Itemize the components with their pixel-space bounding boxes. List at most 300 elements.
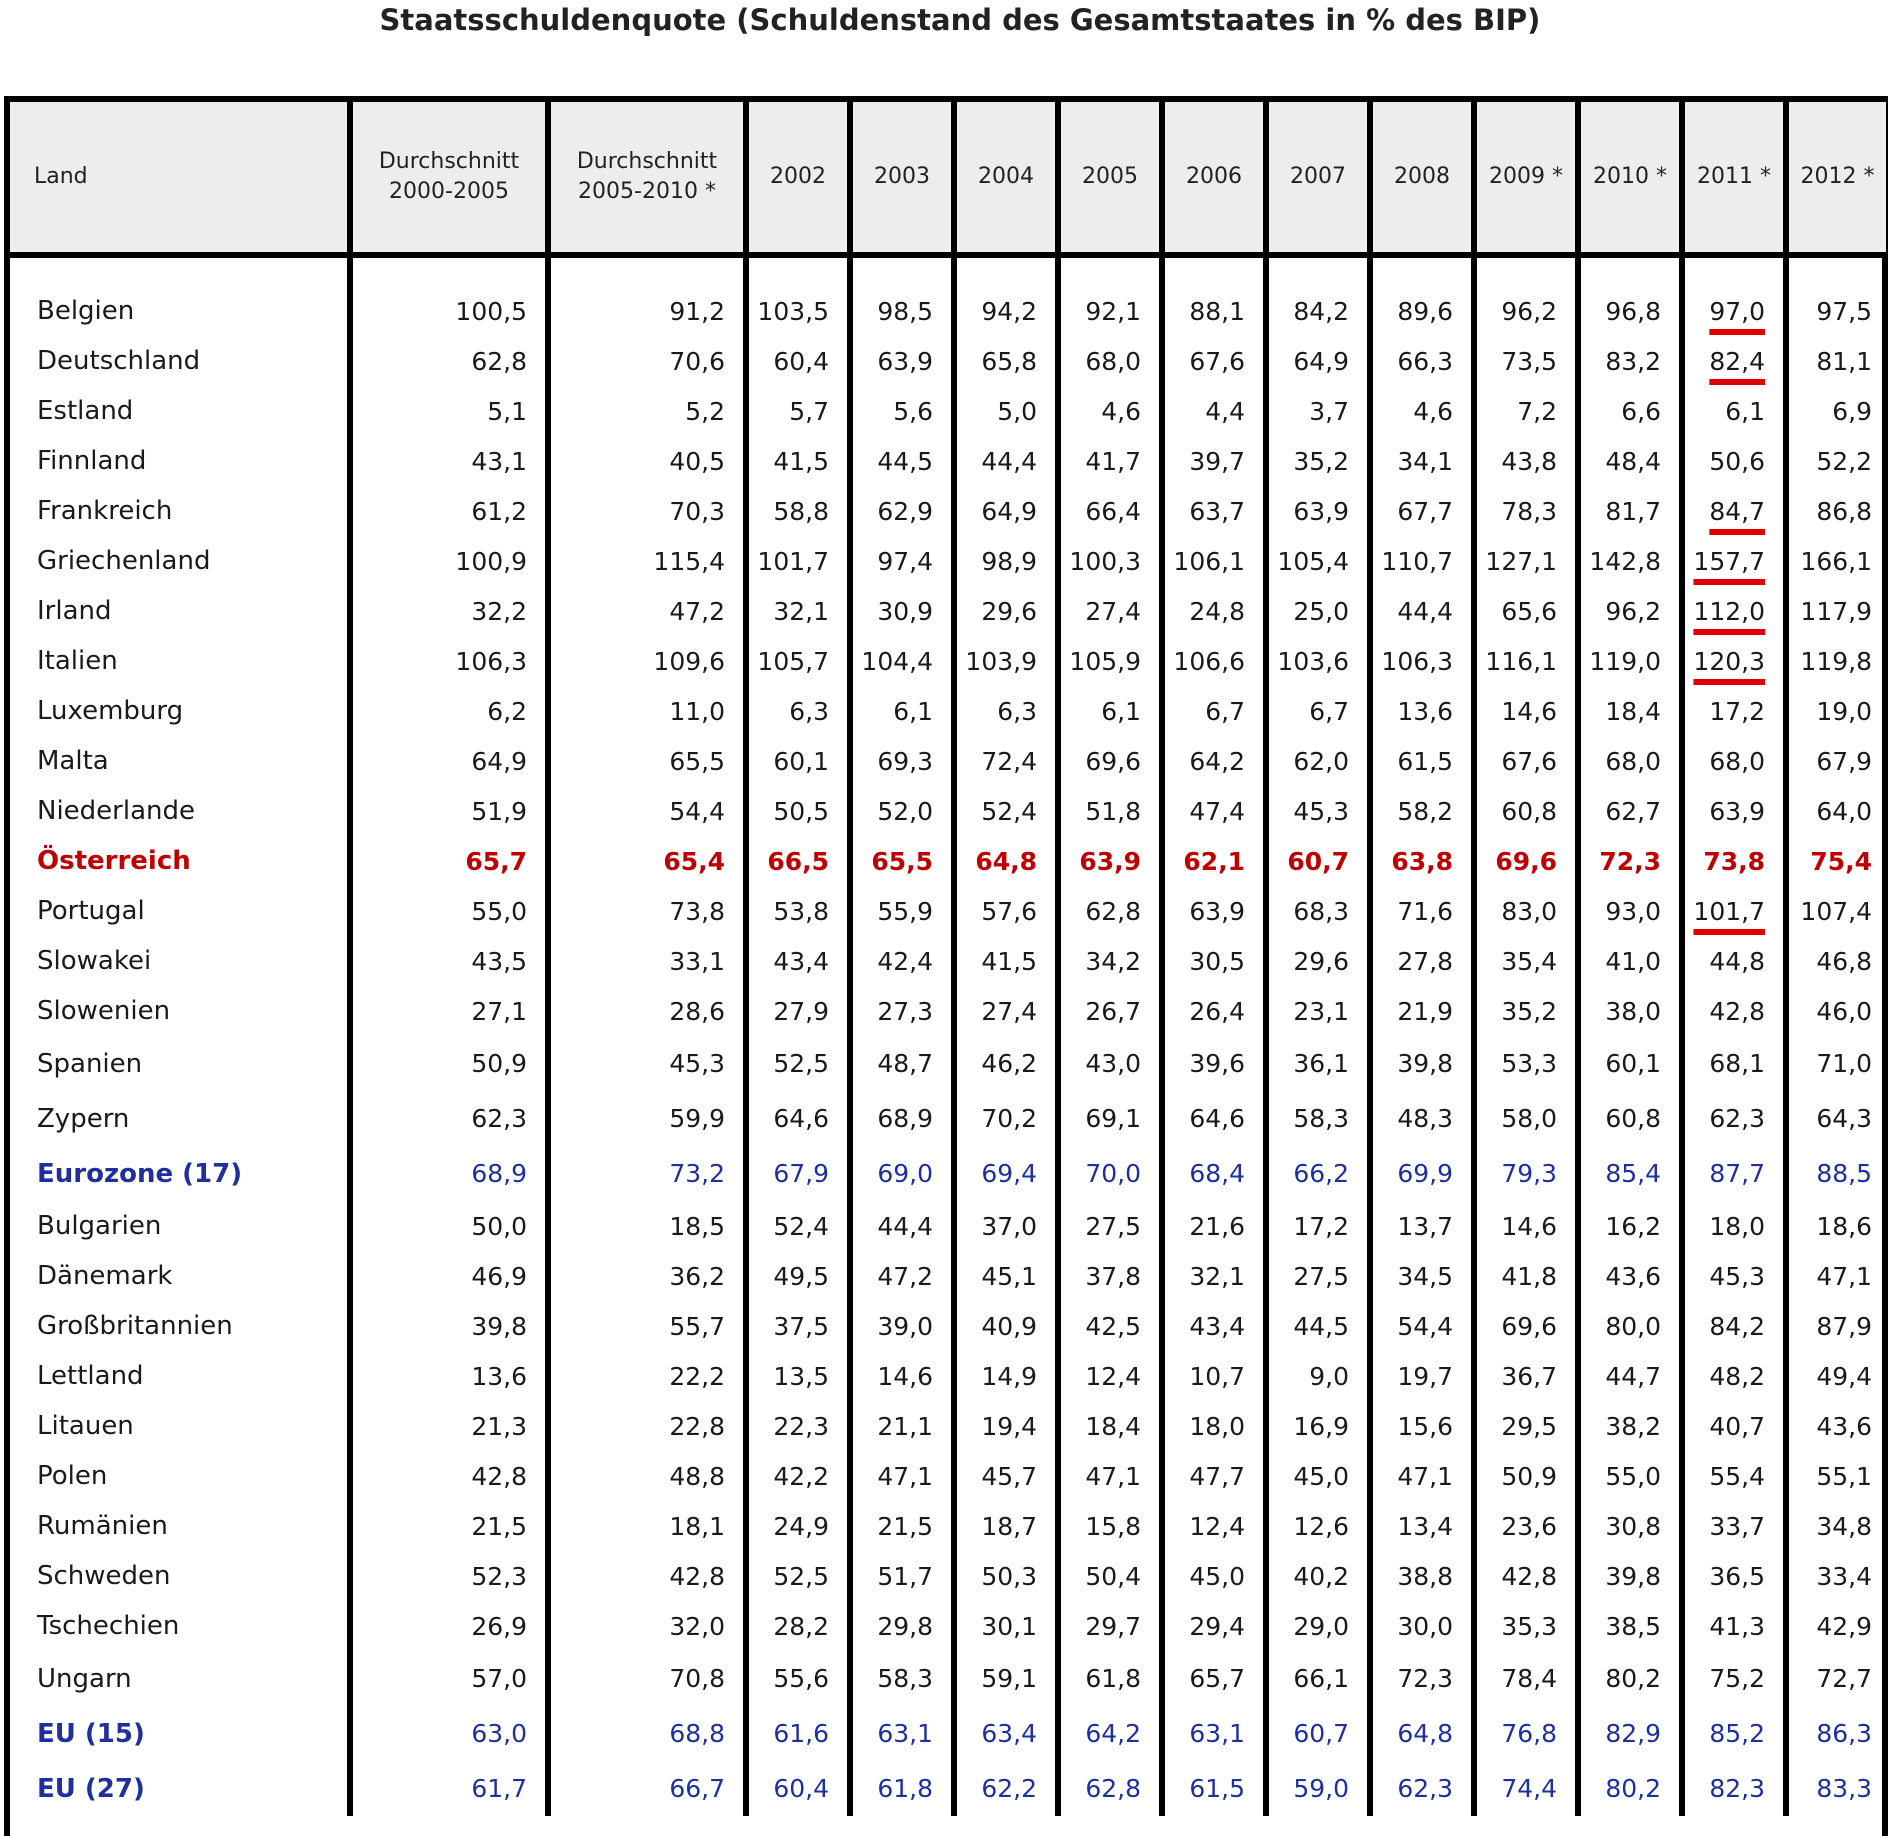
- value-cell: 61,6: [746, 1706, 850, 1761]
- value-cell: 41,5: [746, 436, 850, 486]
- table-row: [10, 736, 1886, 786]
- value-cell: 63,9: [1266, 486, 1370, 536]
- value-cell: 27,3: [850, 986, 954, 1036]
- value-cell: 86,8: [1816, 496, 1872, 526]
- debt-ratio-table: [10, 102, 1886, 1816]
- value-cell: 30,5: [1162, 936, 1266, 986]
- value-cell: 6,1: [850, 686, 954, 736]
- value-cell: 119,0: [1578, 636, 1682, 686]
- value-cell: 66,2: [1266, 1146, 1370, 1201]
- value-cell: 47,7: [1162, 1451, 1266, 1501]
- value-cell: 74,4: [1474, 1761, 1578, 1816]
- value-cell: 26,7: [1058, 986, 1162, 1036]
- value-cell: 69,9: [1370, 1146, 1474, 1201]
- value-cell: 68,4: [1162, 1146, 1266, 1201]
- value-cell: 44,5: [1266, 1301, 1370, 1351]
- value-cell: 58,8: [746, 486, 850, 536]
- value-cell: 18,4: [1578, 686, 1682, 736]
- value-cell: 9,0: [1266, 1351, 1370, 1401]
- value-cell: 105,9: [1058, 636, 1162, 686]
- value-cell: 29,0: [1266, 1601, 1370, 1651]
- value-cell: 18,5: [548, 1201, 746, 1251]
- value-cell: 45,1: [954, 1251, 1058, 1301]
- value-cell: 103,9: [954, 636, 1058, 686]
- value-cell: 62,8: [1058, 1761, 1162, 1816]
- value-cell: 18,0: [1682, 1201, 1786, 1251]
- value-cell: 44,4: [850, 1201, 954, 1251]
- value-cell: 65,5: [548, 736, 746, 786]
- header-avg2-line1: Durchschnitt: [576, 149, 718, 174]
- value-cell: 33,4: [1816, 1561, 1872, 1591]
- value-cell: 110,7: [1370, 536, 1474, 586]
- value-cell: 78,3: [1474, 486, 1578, 536]
- value-cell: 58,2: [1370, 786, 1474, 836]
- header-year: 2008: [1370, 102, 1474, 255]
- value-cell: 66,1: [1266, 1651, 1370, 1706]
- value-cell: 101,7: [746, 536, 850, 586]
- value-cell: 37,8: [1058, 1251, 1162, 1301]
- value-cell: 59,9: [548, 1091, 746, 1146]
- value-cell: 80,2: [1578, 1761, 1682, 1816]
- value-cell: 13,4: [1370, 1501, 1474, 1551]
- value-cell: [1682, 286, 1786, 336]
- value-cell: 97,4: [850, 536, 954, 586]
- table-row: [10, 936, 1886, 986]
- value-cell: [1682, 336, 1786, 386]
- value-cell: 17,2: [1266, 1201, 1370, 1251]
- value-cell: 63,9: [1162, 886, 1266, 936]
- value-cell: 27,8: [1370, 936, 1474, 986]
- value-cell: 22,2: [548, 1351, 746, 1401]
- value-cell: 30,0: [1370, 1601, 1474, 1651]
- table-body: [10, 255, 1886, 1816]
- value-cell: 21,3: [350, 1401, 548, 1451]
- table-row: [10, 336, 1886, 386]
- value-cell: 35,4: [1474, 936, 1578, 986]
- value-cell: 29,7: [1058, 1601, 1162, 1651]
- value-cell: 55,7: [548, 1301, 746, 1351]
- table-row: [10, 1501, 1886, 1551]
- value-cell: 93,0: [1578, 886, 1682, 936]
- value-cell: 13,6: [1370, 686, 1474, 736]
- value-cell: 41,5: [954, 936, 1058, 986]
- value-cell: 63,1: [1162, 1706, 1266, 1761]
- value-cell: 45,3: [548, 1036, 746, 1091]
- value-cell: 42,8: [350, 1451, 548, 1501]
- value-cell: 43,4: [746, 936, 850, 986]
- value-cell: 59,1: [954, 1651, 1058, 1706]
- value-cell: 68,8: [548, 1706, 746, 1761]
- table-row: [10, 1451, 1886, 1501]
- value-cell: 32,1: [746, 586, 850, 636]
- value-cell: 107,4: [1800, 896, 1872, 926]
- debt-table-frame: [4, 96, 1888, 1836]
- value-cell: 13,6: [350, 1351, 548, 1401]
- value-cell: 24,9: [746, 1501, 850, 1551]
- value-cell: 43,8: [1474, 436, 1578, 486]
- value-cell: 23,6: [1474, 1501, 1578, 1551]
- value-cell: 61,5: [1162, 1761, 1266, 1816]
- table-row: [10, 1706, 1886, 1761]
- value-cell: 40,9: [954, 1301, 1058, 1351]
- value-cell: 5,1: [350, 386, 548, 436]
- value-cell: 62,7: [1578, 786, 1682, 836]
- value-cell: 92,1: [1058, 286, 1162, 336]
- value-cell: 36,7: [1474, 1351, 1578, 1401]
- value-cell: 96,2: [1578, 586, 1682, 636]
- value-cell: 76,8: [1474, 1706, 1578, 1761]
- country-cell: EU (27): [10, 1761, 350, 1816]
- value-cell: 39,8: [1370, 1036, 1474, 1091]
- table-row: [10, 586, 1886, 636]
- value-cell: 42,4: [850, 936, 954, 986]
- value-cell: 34,5: [1370, 1251, 1474, 1301]
- value-cell: 6,1: [1682, 386, 1786, 436]
- value-cell: 119,8: [1800, 646, 1872, 676]
- value-cell: 96,8: [1578, 286, 1682, 336]
- value-cell: 6,2: [350, 686, 548, 736]
- value-cell: 23,1: [1266, 986, 1370, 1036]
- value-cell: 60,1: [746, 736, 850, 786]
- value-cell: 100,3: [1058, 536, 1162, 586]
- value-cell: 30,8: [1578, 1501, 1682, 1551]
- value-cell: 18,7: [954, 1501, 1058, 1551]
- value-cell: 66,4: [1058, 486, 1162, 536]
- value-cell: 68,1: [1682, 1036, 1786, 1091]
- value-cell: 84,2: [1682, 1301, 1786, 1351]
- value-cell: 46,2: [954, 1036, 1058, 1091]
- value-cell: 42,8: [1682, 986, 1786, 1036]
- value-cell: 48,4: [1578, 436, 1682, 486]
- value-cell: 63,9: [1682, 786, 1786, 836]
- value-cell: 55,4: [1682, 1451, 1786, 1501]
- table-row: [10, 1651, 1886, 1706]
- value-cell: 78,4: [1474, 1651, 1578, 1706]
- value-cell: 39,0: [850, 1301, 954, 1351]
- value-cell: 67,9: [746, 1146, 850, 1201]
- value-cell: 29,8: [850, 1601, 954, 1651]
- value-cell: 22,3: [746, 1401, 850, 1451]
- value-cell: 72,7: [1816, 1664, 1872, 1693]
- value-cell: 72,3: [1370, 1651, 1474, 1706]
- value-cell: 5,6: [850, 386, 954, 436]
- value-cell: 60,8: [1474, 786, 1578, 836]
- value-cell: 27,5: [1058, 1201, 1162, 1251]
- value-cell: 22,8: [548, 1401, 746, 1451]
- value-cell: 82,3: [1682, 1761, 1786, 1816]
- value-cell: 45,0: [1266, 1451, 1370, 1501]
- value-cell: 16,2: [1578, 1201, 1682, 1251]
- table-row: [10, 1601, 1886, 1651]
- value-cell: 51,9: [350, 786, 548, 836]
- value-cell: 68,0: [1682, 736, 1786, 786]
- value-cell: 52,4: [746, 1201, 850, 1251]
- value-cell: 62,0: [1266, 736, 1370, 786]
- value-cell: 12,4: [1162, 1501, 1266, 1551]
- value-cell: 94,2: [954, 286, 1058, 336]
- value-cell: 34,8: [1816, 1511, 1872, 1541]
- value-cell: 11,0: [548, 686, 746, 736]
- value-cell: 28,6: [548, 986, 746, 1036]
- header-year: 2003: [850, 102, 954, 255]
- value-cell: 52,2: [1816, 446, 1872, 476]
- value-cell: 97,5: [1816, 296, 1872, 326]
- country-cell: EU (15): [10, 1706, 350, 1761]
- value-cell: 69,6: [1474, 836, 1578, 886]
- value-cell: 63,8: [1370, 836, 1474, 886]
- value-cell: 39,7: [1162, 436, 1266, 486]
- value-cell: 44,4: [1370, 586, 1474, 636]
- value-cell: 63,0: [350, 1706, 548, 1761]
- header-year: 2011 *: [1682, 102, 1786, 255]
- value-cell: 51,8: [1058, 786, 1162, 836]
- value-cell: 64,2: [1058, 1706, 1162, 1761]
- value-cell: 36,1: [1266, 1036, 1370, 1091]
- value-cell: 50,9: [350, 1036, 548, 1091]
- value-cell: 10,7: [1162, 1351, 1266, 1401]
- value-cell: 63,7: [1162, 486, 1266, 536]
- value-cell: 62,3: [1682, 1091, 1786, 1146]
- value-cell: 62,3: [350, 1091, 548, 1146]
- value-cell: 48,3: [1370, 1091, 1474, 1146]
- value-cell: 26,9: [350, 1601, 548, 1651]
- value-cell: 85,2: [1682, 1706, 1786, 1761]
- value-cell: 65,6: [1474, 586, 1578, 636]
- value-cell: 103,5: [746, 286, 850, 336]
- value-cell: 66,5: [746, 836, 850, 886]
- value-cell: 53,8: [746, 886, 850, 936]
- value-cell: 50,0: [350, 1201, 548, 1251]
- value-cell: 60,4: [746, 1761, 850, 1816]
- value-cell: 5,0: [954, 386, 1058, 436]
- table-row: [10, 1036, 1886, 1091]
- value-cell: 42,8: [548, 1551, 746, 1601]
- value-cell: 42,2: [746, 1451, 850, 1501]
- value-cell: 61,8: [1058, 1651, 1162, 1706]
- value-cell: 13,7: [1370, 1201, 1474, 1251]
- value-cell: 47,1: [850, 1451, 954, 1501]
- table-row: [10, 886, 1886, 936]
- value-cell: 166,1: [1800, 546, 1872, 576]
- value-cell: 37,0: [954, 1201, 1058, 1251]
- value-cell: 53,3: [1474, 1036, 1578, 1091]
- value-cell: 70,0: [1058, 1146, 1162, 1201]
- value-cell: 66,7: [548, 1761, 746, 1816]
- country-cell: Zypern: [10, 1091, 350, 1146]
- value-cell: 27,5: [1266, 1251, 1370, 1301]
- value-cell: 105,7: [746, 636, 850, 686]
- value-cell: 44,5: [850, 436, 954, 486]
- header-year: 2007: [1266, 102, 1370, 255]
- value-cell: 117,9: [1800, 596, 1872, 626]
- value-cell: 43,5: [350, 936, 548, 986]
- value-cell: 44,8: [1682, 936, 1786, 986]
- value-cell: 63,9: [1058, 836, 1162, 886]
- value-cell: 5,2: [548, 386, 746, 436]
- value-cell: 88,5: [1816, 1159, 1872, 1188]
- value-cell: 43,1: [350, 436, 548, 486]
- underlined-value: 82,4: [1709, 346, 1765, 376]
- header-year: 2012 *: [1786, 102, 1886, 255]
- value-cell: 13,5: [746, 1351, 850, 1401]
- value-cell: 116,1: [1474, 636, 1578, 686]
- value-cell: 69,0: [850, 1146, 954, 1201]
- value-cell: 69,1: [1058, 1091, 1162, 1146]
- value-cell: 14,6: [1474, 1201, 1578, 1251]
- table-row: [10, 986, 1886, 1036]
- header-row: [10, 102, 1886, 255]
- country-cell: Österreich: [10, 836, 350, 886]
- value-cell: 4,6: [1058, 386, 1162, 436]
- value-cell: 26,4: [1162, 986, 1266, 1036]
- table-title: Staatsschuldenquote (Schuldenstand des Gesamtstaates in % des BIP): [379, 3, 1541, 37]
- underlined-value: 101,7: [1693, 896, 1765, 926]
- value-cell: 41,0: [1578, 936, 1682, 986]
- value-cell: 60,7: [1266, 1706, 1370, 1761]
- value-cell: 46,8: [1816, 946, 1872, 976]
- value-cell: 21,6: [1162, 1201, 1266, 1251]
- value-cell: 6,3: [746, 686, 850, 736]
- value-cell: 79,3: [1474, 1146, 1578, 1201]
- value-cell: 61,7: [350, 1761, 548, 1816]
- country-cell: Lettland: [10, 1351, 350, 1401]
- value-cell: 63,4: [954, 1706, 1058, 1761]
- value-cell: 45,7: [954, 1451, 1058, 1501]
- value-cell: 127,1: [1474, 536, 1578, 586]
- country-cell: Großbritannien: [10, 1301, 350, 1351]
- value-cell: 48,7: [850, 1036, 954, 1091]
- value-cell: 30,1: [954, 1601, 1058, 1651]
- value-cell: 46,0: [1816, 996, 1872, 1026]
- value-cell: 27,4: [954, 986, 1058, 1036]
- value-cell: 29,5: [1474, 1401, 1578, 1451]
- value-cell: 73,5: [1474, 336, 1578, 386]
- value-cell: 21,9: [1370, 986, 1474, 1036]
- value-cell: 7,2: [1474, 386, 1578, 436]
- table-row: [10, 286, 1886, 336]
- value-cell: 47,1: [1370, 1451, 1474, 1501]
- table-row: [10, 1401, 1886, 1451]
- value-cell: 64,8: [954, 836, 1058, 886]
- value-cell: 19,4: [954, 1401, 1058, 1451]
- value-cell: 37,5: [746, 1301, 850, 1351]
- value-cell: 3,7: [1266, 386, 1370, 436]
- country-cell: Rumänien: [10, 1501, 350, 1551]
- value-cell: 87,7: [1682, 1146, 1786, 1201]
- value-cell: 86,3: [1816, 1719, 1872, 1748]
- value-cell: 42,8: [1474, 1551, 1578, 1601]
- value-cell: 58,3: [1266, 1091, 1370, 1146]
- value-cell: [1682, 886, 1786, 936]
- value-cell: 70,3: [548, 486, 746, 536]
- value-cell: 82,9: [1578, 1706, 1682, 1761]
- value-cell: [1682, 536, 1786, 586]
- value-cell: 68,9: [350, 1146, 548, 1201]
- country-cell: Slowakei: [10, 936, 350, 986]
- value-cell: 61,5: [1370, 736, 1474, 786]
- value-cell: 14,6: [850, 1351, 954, 1401]
- underlined-value: 97,0: [1709, 296, 1765, 326]
- value-cell: 64,6: [746, 1091, 850, 1146]
- value-cell: 62,8: [350, 336, 548, 386]
- value-cell: 63,9: [850, 336, 954, 386]
- value-cell: 25,0: [1266, 586, 1370, 636]
- value-cell: 61,2: [350, 486, 548, 536]
- header-avg2-line2: 2005-2010 *: [578, 179, 716, 204]
- value-cell: 48,8: [548, 1451, 746, 1501]
- value-cell: 96,2: [1474, 286, 1578, 336]
- value-cell: 50,3: [954, 1551, 1058, 1601]
- value-cell: 115,4: [548, 536, 746, 586]
- value-cell: 80,2: [1578, 1651, 1682, 1706]
- value-cell: 57,6: [954, 886, 1058, 936]
- value-cell: 88,1: [1162, 286, 1266, 336]
- value-cell: 64,2: [1162, 736, 1266, 786]
- value-cell: 40,5: [548, 436, 746, 486]
- underlined-value: 120,3: [1693, 646, 1765, 676]
- value-cell: 59,0: [1266, 1761, 1370, 1816]
- value-cell: 43,6: [1578, 1251, 1682, 1301]
- value-cell: 81,1: [1816, 346, 1872, 376]
- value-cell: 67,7: [1370, 486, 1474, 536]
- value-cell: 52,5: [746, 1551, 850, 1601]
- value-cell: 21,1: [850, 1401, 954, 1451]
- value-cell: 24,8: [1162, 586, 1266, 636]
- value-cell: 62,3: [1370, 1761, 1474, 1816]
- value-cell: 18,0: [1162, 1401, 1266, 1451]
- value-cell: 34,1: [1370, 436, 1474, 486]
- value-cell: 55,1: [1816, 1461, 1872, 1491]
- value-cell: 142,8: [1578, 536, 1682, 586]
- value-cell: 27,9: [746, 986, 850, 1036]
- value-cell: 83,3: [1816, 1774, 1872, 1803]
- table-row: [10, 836, 1886, 886]
- value-cell: 55,0: [350, 886, 548, 936]
- value-cell: 73,8: [1682, 836, 1786, 886]
- value-cell: 35,2: [1474, 986, 1578, 1036]
- value-cell: [1682, 586, 1786, 636]
- value-cell: 72,3: [1578, 836, 1682, 886]
- value-cell: 60,7: [1266, 836, 1370, 886]
- header-year: 2004: [954, 102, 1058, 255]
- value-cell: 45,3: [1266, 786, 1370, 836]
- value-cell: 73,8: [548, 886, 746, 936]
- header-avg1-line1: Durchschnitt: [378, 149, 520, 174]
- table-row: [10, 1201, 1886, 1251]
- value-cell: 47,2: [548, 586, 746, 636]
- value-cell: 66,3: [1370, 336, 1474, 386]
- value-cell: 68,0: [1058, 336, 1162, 386]
- table-row: [10, 1551, 1886, 1601]
- value-cell: 109,6: [548, 636, 746, 686]
- table-row: [10, 786, 1886, 836]
- value-cell: 75,2: [1682, 1651, 1786, 1706]
- value-cell: 60,4: [746, 336, 850, 386]
- spacer-row: [10, 255, 1886, 286]
- value-cell: 19,7: [1370, 1351, 1474, 1401]
- value-cell: 64,9: [1266, 336, 1370, 386]
- value-cell: 39,8: [1578, 1551, 1682, 1601]
- value-cell: 70,6: [548, 336, 746, 386]
- table-row: [10, 486, 1886, 536]
- value-cell: 60,1: [1578, 1036, 1682, 1091]
- value-cell: 68,0: [1578, 736, 1682, 786]
- value-cell: 54,4: [1370, 1301, 1474, 1351]
- value-cell: 38,8: [1370, 1551, 1474, 1601]
- value-cell: 6,7: [1266, 686, 1370, 736]
- value-cell: 65,7: [1162, 1651, 1266, 1706]
- value-cell: 39,6: [1162, 1036, 1266, 1091]
